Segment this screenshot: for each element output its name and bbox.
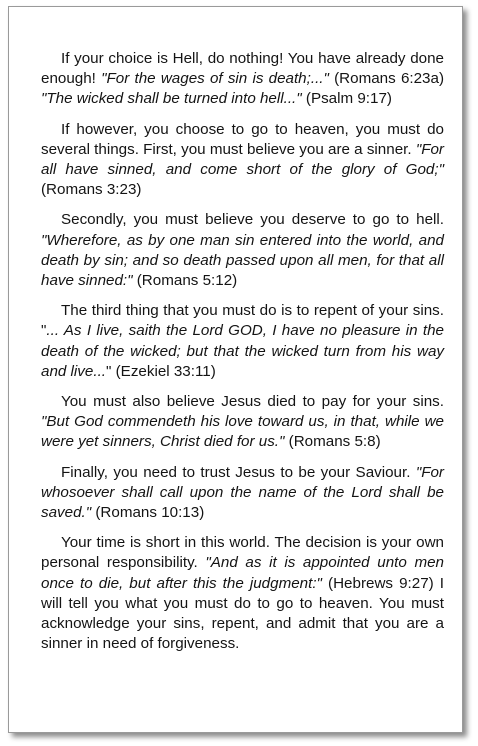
text-segment: If your choice is Hell, do nothing! You have already done enough! (41, 50, 444, 88)
text-segment: (Psalm 9:17) (301, 90, 392, 108)
text-segment: Finally, you need to trust Jesus to be your Saviour. (61, 463, 416, 481)
text-segment: You must also believe Jesus died to pay for your sins. (61, 393, 444, 411)
scripture-quote: "The wicked shall be turned into hell..." (41, 90, 302, 108)
scripture-quote: "And as it is appointed unto men once to die, but after this the judgment:" (41, 554, 444, 592)
text-segment: (Romans 5:8) (284, 433, 381, 451)
text-segment: If however, you choose to go to heaven, you must do several things. First, you must believe you are a sinner. (41, 120, 444, 158)
scripture-quote: "For whosoever shall call upon the name of the Lord shall be saved." (41, 463, 444, 522)
text-segment: (Romans 3:23) (41, 181, 142, 199)
scripture-quote: "For all have sinned, and come short of the glory of God;" (41, 140, 444, 179)
scripture-quote: ... As I live, saith the Lord GOD, I have no pleasure in the death of the wicked; but that the wicked turn from his way and live... (41, 322, 444, 380)
text-segment: The third thing that you must do is to repent of your sins. " (41, 302, 444, 340)
text-segment: (Romans 5:12) (132, 272, 238, 290)
text-segment: Secondly, you must believe you deserve to go to hell. (61, 211, 444, 229)
paragraph-hell-choice (41, 49, 444, 110)
paragraph-trust-jesus (41, 463, 444, 524)
scripture-quote: "For the wages of sin is death;..." (101, 70, 329, 88)
text-segment: (Romans 10:13) (91, 504, 205, 522)
paragraph-repent (41, 301, 444, 382)
document-body (41, 49, 444, 664)
scripture-quote: "But God commendeth his love toward us, in that, while we were yet sinners, Christ died for us." (41, 413, 444, 451)
scripture-quote: "Wherefore, as by one man sin entered into the world, and death by sin; and so death passed upon all men, for that all have sinned:" (41, 231, 444, 290)
text-segment: Your time is short in this world. The decision is your own personal responsibility. (41, 534, 444, 572)
text-segment: (Romans 6:23a) (328, 70, 445, 88)
text-segment: " (Ezekiel 33:11) (106, 362, 216, 380)
document-page (8, 6, 463, 733)
paragraph-deserve-hell (41, 210, 444, 291)
paragraph-time-short (41, 533, 444, 654)
paragraph-believe-sinner (41, 120, 444, 201)
text-segment: (Hebrews 9:27) I will tell you what you must do to go to heaven. You must acknowledge your sins, repent, and admit that you are a sinner in need of forgiveness. (41, 574, 444, 653)
paragraph-jesus-died (41, 392, 444, 453)
